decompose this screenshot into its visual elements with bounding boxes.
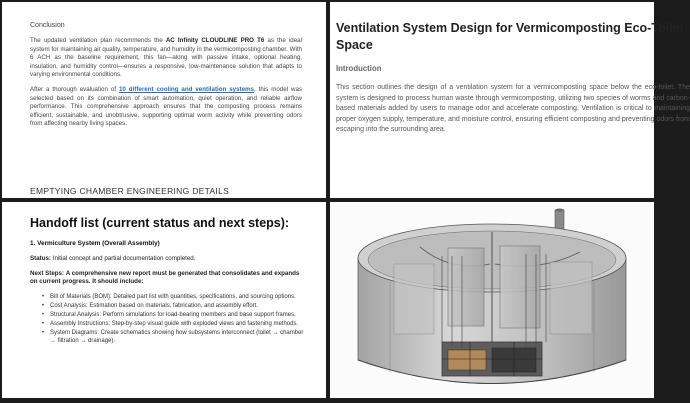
- cad-render-panel: [330, 202, 654, 398]
- conclusion-heading: Conclusion: [30, 22, 65, 29]
- list-item: • Cost Analysis: Estimation based on materials, fabrication, and assembly effort.: [42, 302, 306, 310]
- design-title: Ventilation System Design for Vermicomposting Eco-Toilet Space: [336, 21, 684, 52]
- list-item: • System Diagrams: Create schematics showing how subsystems interconnect (toilet → chamber → filtration → drainage).: [42, 329, 306, 345]
- list-item: • Assembly Instructions: Step-by-step visual guide with exploded views and fastening methods.: [42, 320, 306, 328]
- handoff-title: Handoff list (current status and next steps):: [30, 216, 290, 230]
- systems-evaluation-link[interactable]: 10 different cooling and ventilation systems: [118, 85, 254, 93]
- introduction-heading: Introduction: [336, 64, 382, 73]
- conclusion-paragraph-2: After a thorough evaluation of 10 different cooling and ventilation systems, this model was selected based on its combination of smart automation, quiet operation, and reliable airflow performance. This comprehensive approach ensures that the composting process remains efficient, sustainable, and unobtrusive, supporting optimal worm activity while preventing odors from affecting nearby living spaces.: [30, 85, 303, 128]
- next-steps-list: [42, 293, 306, 345]
- design-panel: [330, 2, 690, 198]
- vermicomposting-tank-render: [330, 202, 654, 398]
- list-item: • Structural Analysis: Perform simulations for load-bearing members and base support frames.: [42, 311, 306, 319]
- emptying-chamber-heading: EMPTYING CHAMBER ENGINEERING DETAILS: [30, 186, 230, 196]
- introduction-body: This section outlines the design of a ventilation system for a vermicomposting space below the eco-toilet. The system is designed to process human waste through vermicomposting, utilizing two species of worms and carbon-based materials added by users to manage odor and accelerate composting. Ventilation is critical to maintaining proper oxygen supply, temperature, and moisture control, ensuring efficient composting and preventing odors from escaping into the surrounding area.: [336, 84, 690, 133]
- vermiculture-heading: 1. Vermiculture System (Overall Assembly): [30, 240, 160, 247]
- handoff-panel: [2, 202, 326, 398]
- conclusion-paragraph-1: The updated ventilation plan recommends the AC Infinity CLOUDLINE PRO T6 as the ideal system for maintaining air quality, temperature, and humidity in the vermicomposting chamber. With 6 ACH as the baseline requirement, this fan—along with passive intake, optional heating, insulation, and humidity control—ensures a responsive, low-maintenance solution that adapts to varying environmental conditions.: [30, 37, 302, 79]
- list-item: • Bill of Materials (BOM): Detailed part list with quantities, specifications, and sourcing options.: [42, 293, 306, 301]
- status-line: Status: Initial concept and partial documentation completed.: [30, 255, 196, 262]
- conclusion-panel: [2, 2, 326, 198]
- next-steps-line: Next Steps: A comprehensive new report must be generated that consolidates and expands on current progress. It should include:: [30, 269, 300, 286]
- product-name: AC Infinity CLOUDLINE PRO T6: [165, 37, 265, 44]
